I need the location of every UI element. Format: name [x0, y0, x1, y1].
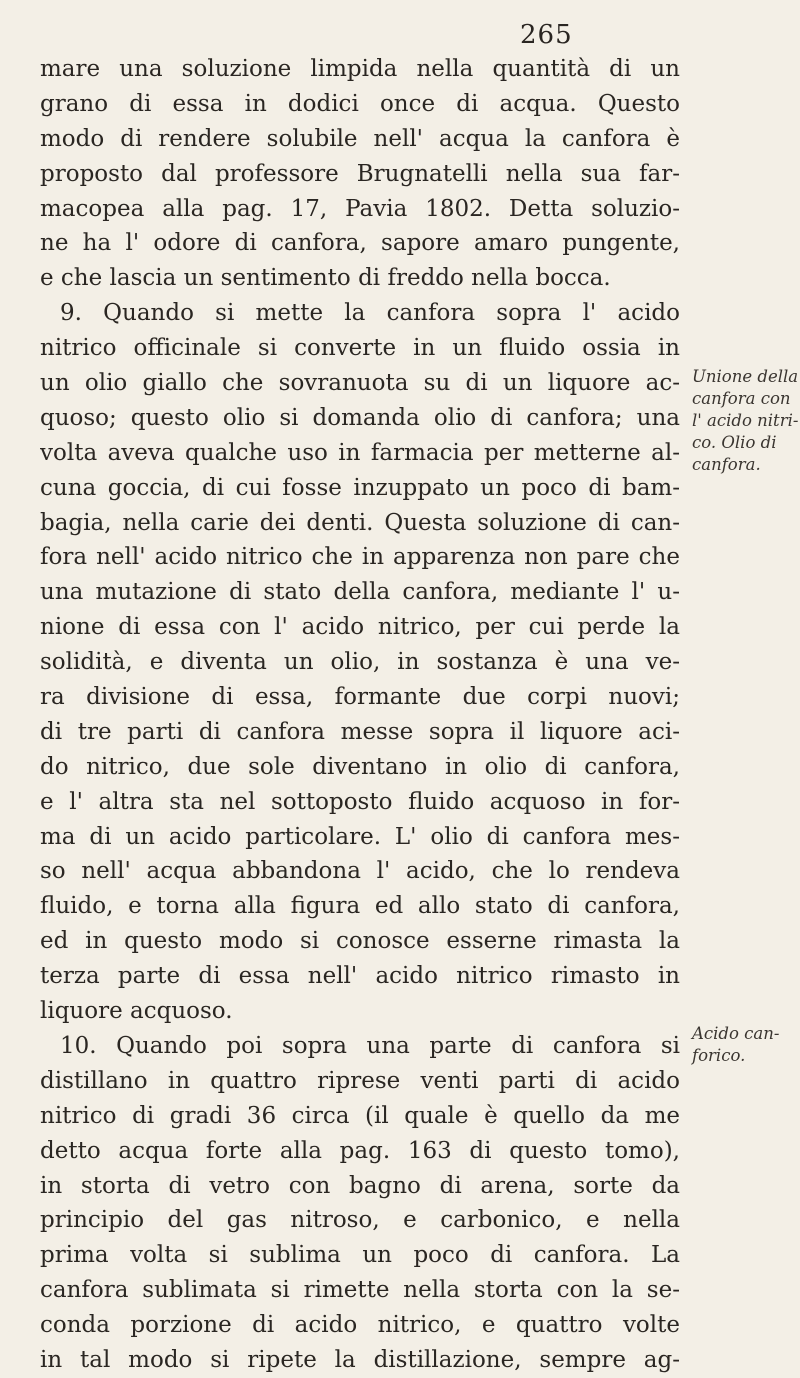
- margin-note-line: forico.: [692, 1046, 746, 1065]
- text-line: proposto dal professore Brugnatelli nella sua far-: [40, 160, 680, 187]
- text-line: ne ha l' odore di canfora, sapore amaro pungente,: [40, 230, 680, 257]
- text-line: quoso; questo olio si domanda olio di canfora; una: [40, 404, 680, 431]
- text-line: e che lascia un sentimento di freddo nella bocca.: [40, 265, 611, 292]
- text-line: terza parte di essa nell' acido nitrico rimasto in: [40, 963, 680, 990]
- text-line: nitrico di gradi 36 circa (il quale è quello da me: [40, 1102, 680, 1129]
- text-line: mare una soluzione limpida nella quantità di un: [40, 56, 680, 82]
- text-line: canfora sublimata si rimette nella storta con la se-: [40, 1277, 680, 1304]
- text-line: un olio giallo che sovranuota su di un liquore ac-: [40, 370, 680, 397]
- margin-note-line: canfora.: [692, 455, 761, 474]
- margin-note-camphoric-acid: [692, 1023, 794, 1067]
- text-line: nione di essa con l' acido nitrico, per cui perde la: [40, 614, 680, 641]
- text-line: fluido, e torna alla figura ed allo stato di canfora,: [40, 893, 680, 920]
- text-line: principio del gas nitroso, e carbonico, e nella: [40, 1207, 680, 1234]
- text-line: e l' altra sta nel sottoposto fluido acquoso in for-: [40, 788, 680, 815]
- text-line: una mutazione di stato della canfora, mediante l' u-: [40, 579, 680, 606]
- margin-note-line: l' acido nitri-: [692, 411, 799, 430]
- margin-note-line: canfora con: [692, 389, 791, 408]
- text-line: in tal modo si ripete la distillazione, sempre ag-: [40, 1346, 680, 1373]
- margin-note-camphor-nitric-union: [692, 366, 799, 476]
- text-line: macopea alla pag. 17, Pavia 1802. Detta soluzio-: [40, 195, 680, 222]
- text-line: modo di rendere solubile nell' acqua la canfora è: [40, 125, 680, 152]
- text-line: so nell' acqua abbandona l' acido, che lo rendeva: [40, 858, 680, 885]
- text-line: ma di un acido particolare. L' olio di canfora mes-: [40, 823, 680, 850]
- text-line: liquore acquoso.: [40, 998, 233, 1025]
- text-line: solidità, e diventa un olio, in sostanza è una ve-: [40, 649, 680, 676]
- text-line: ra divisione di essa, formante due corpi nuovi;: [40, 684, 680, 711]
- text-line: cuna goccia, di cui fosse inzuppato un poco di bam-: [40, 474, 680, 501]
- text-line: grano di essa in dodici once di acqua. Questo: [40, 90, 680, 117]
- text-line: volta aveva qualche uso in farmacia per metterne al-: [40, 439, 680, 466]
- text-line: fora nell' acido nitrico che in apparenza non pare che: [40, 544, 680, 571]
- text-line: bagia, nella carie dei denti. Questa soluzione di can-: [40, 509, 680, 536]
- text-line: prima volta si sublima un poco di canfora. La: [40, 1242, 680, 1269]
- text-line: conda porzione di acido nitrico, e quattro volte: [40, 1312, 680, 1339]
- page-number: 265: [520, 20, 573, 50]
- text-line: 9. Quando si mette la canfora sopra l' acido: [60, 300, 680, 327]
- text-line: 10. Quando poi sopra una parte di canfora si: [60, 1032, 680, 1059]
- margin-note-line: Unione della: [692, 367, 799, 386]
- text-line: nitrico officinale si converte in un fluido ossia in: [40, 335, 680, 362]
- body-text: [40, 52, 680, 1378]
- margin-note-line: co. Olio di: [692, 433, 777, 452]
- text-line: ed in questo modo si conosce esserne rimasta la: [40, 928, 680, 955]
- text-line: distillano in quattro riprese venti parti di acido: [40, 1067, 680, 1094]
- text-line: in storta di vetro con bagno di arena, sorte da: [40, 1172, 680, 1199]
- margin-note-line: Acido can-: [692, 1024, 780, 1043]
- text-line: detto acqua forte alla pag. 163 di questo tomo),: [40, 1137, 680, 1164]
- text-line: di tre parti di canfora messe sopra il liquore aci-: [40, 718, 680, 745]
- text-line: do nitrico, due sole diventano in olio di canfora,: [40, 753, 680, 780]
